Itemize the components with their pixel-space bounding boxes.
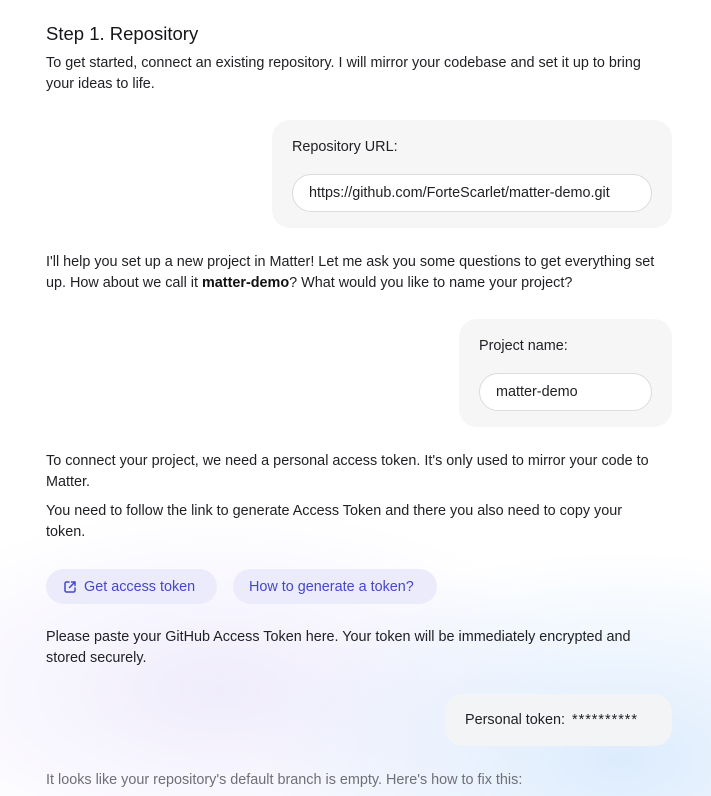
step-intro-text: To get started, connect an existing repository. I will mirror your codebase and set it up to bring your ideas to life. [46,55,641,92]
project-name-bubble [459,319,672,427]
repository-url-bubble [272,120,672,228]
empty-branch-notice: It looks like your repository's default branch is empty. Here's how to fix this: [46,772,523,788]
naming-text-after: ? What would you like to name your project? [289,275,573,291]
personal-token-label: Personal token: [465,712,565,728]
repository-url-label: Repository URL: [292,139,398,155]
token-info-text: To connect your project, we need a personal access token. It's only used to mirror your code to Matter. [46,453,649,490]
token-instructions-text: You need to follow the link to generate Access Token and there you also need to copy your token. [46,503,623,540]
get-access-token-button[interactable] [46,569,217,604]
naming-text-before: I'll help you set up a new project in Matter! Let me ask you some questions to get everything set up. How about we call it [46,254,655,291]
how-to-generate-token-label: How to generate a token? [249,578,414,595]
assistant-naming-message [46,252,672,294]
external-link-icon [62,579,78,595]
step-title: Step 1. Repository [46,23,199,44]
suggested-project-name: matter-demo [201,275,290,291]
project-name-input[interactable] [479,373,652,411]
personal-token-bubble [445,694,672,746]
how-to-generate-token-button[interactable] [233,569,437,604]
project-name-label: Project name: [479,338,568,354]
get-access-token-label: Get access token [84,578,196,595]
paste-token-prompt: Please paste your GitHub Access Token here. Your token will be immediately encrypted and stored securely. [46,629,631,666]
repository-url-input[interactable] [292,174,652,212]
personal-token-masked-value: ********** [572,712,639,728]
